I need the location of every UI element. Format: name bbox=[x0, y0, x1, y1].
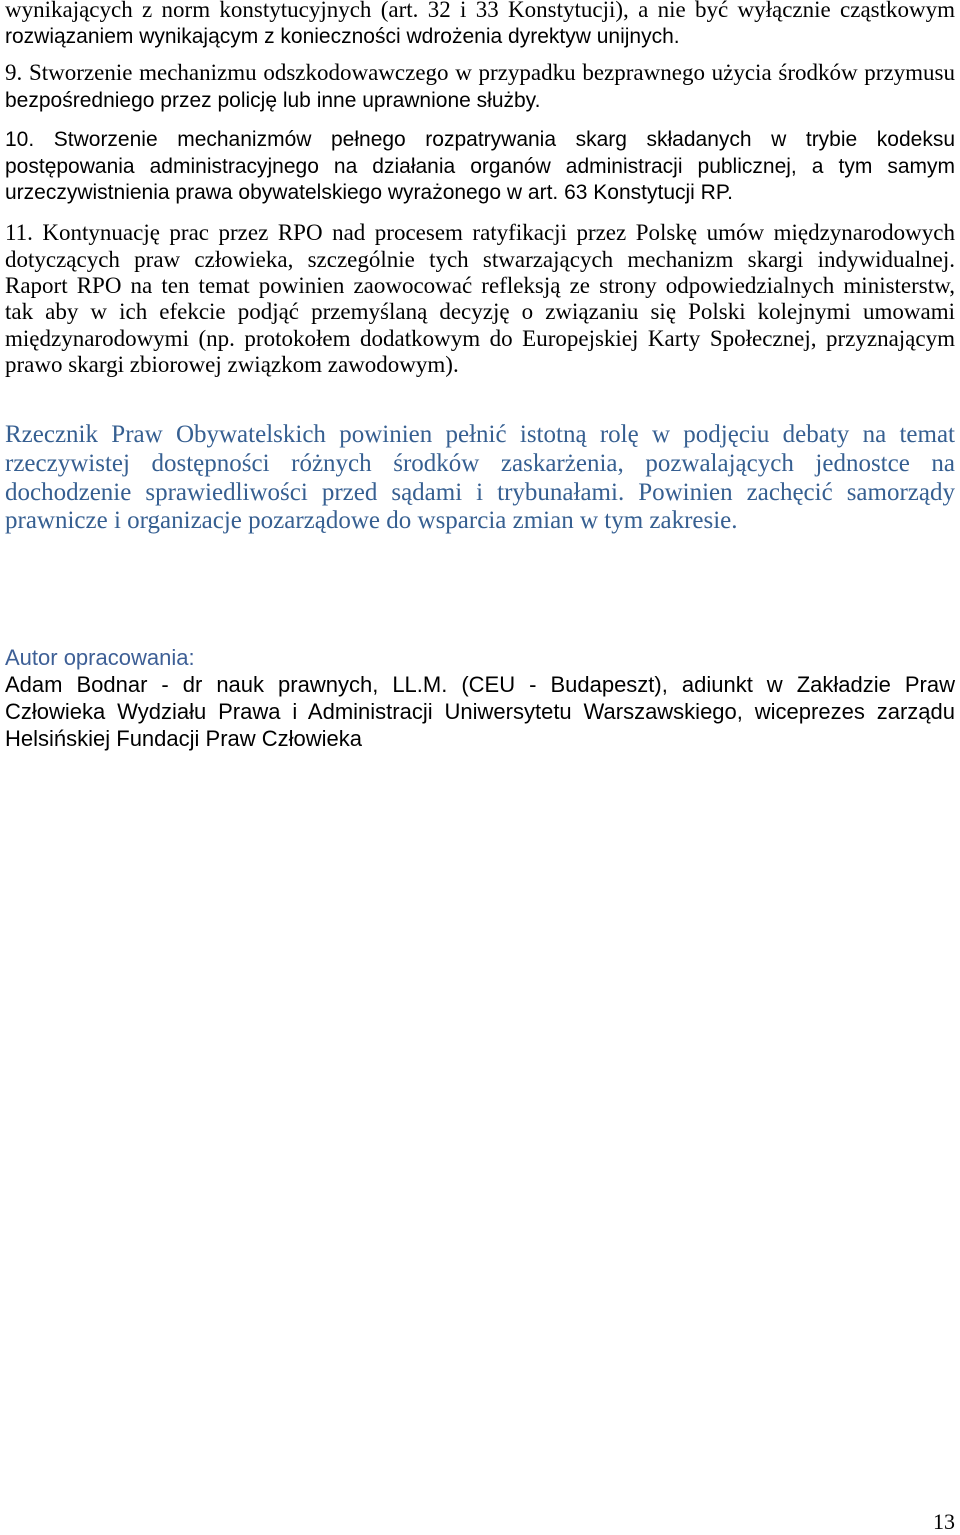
author-line: Człowieka Wydziału Prawa i Administracji Uniwersytetu Warszawskiego, wiceprezes zarządu bbox=[5, 699, 955, 724]
item-10-line: 10. Stworzenie mechanizmów pełnego rozpatrywania skarg składanych w trybie kodeksu bbox=[5, 128, 955, 151]
author-line: Adam Bodnar - dr nauk prawnych, LL.M. (CEU - Budapeszt), adiunkt w Zakładzie Praw bbox=[5, 672, 955, 697]
item-11-line: prawo skargi zbiorowej związkom zawodowym). bbox=[5, 352, 459, 377]
continuation-line: rozwiązaniem wynikającym z konieczności wdrożenia dyrektyw unijnych. bbox=[5, 25, 680, 48]
author-line: Helsińskiej Fundacji Praw Człowieka bbox=[5, 726, 363, 751]
item-11-line: międzynarodowymi (np. protokołem dodatkowym do Europejskiej Karty Społecznej, przyznającym bbox=[5, 326, 955, 351]
author-label: Autor opracowania: bbox=[5, 645, 195, 670]
item-9-line: 9. Stworzenie mechanizmu odszkodowawczego w przypadku bezprawnego użycia środków przymusu bbox=[5, 60, 955, 85]
rpo-role-line: dochodzenie sprawiedliwości przed sądami i trybunałami. Powinien zachęcić samorządy bbox=[5, 479, 955, 506]
item-11-line: dotyczących praw człowieka, szczególnie tych stwarzających mechanizm skargi indywidualnej. bbox=[5, 247, 955, 272]
rpo-role-line: rzeczywistej dostępności różnych środków zaskarżenia, pozwalających jednostce na bbox=[5, 450, 955, 477]
item-11-line: 11. Kontynuację prac przez RPO nad procesem ratyfikacji przez Polskę umów międzynarodowych bbox=[5, 220, 955, 245]
rpo-role-line: Rzecznik Praw Obywatelskich powinien pełnić istotną rolę w podjęciu debaty na temat bbox=[5, 421, 955, 448]
item-10-line: postępowania administracyjnego na działania organów administracji publicznej, a tym samym bbox=[5, 155, 955, 178]
item-10-line: urzeczywistnienia prawa obywatelskiego wyrażonego w art. 63 Konstytucji RP. bbox=[5, 181, 733, 204]
continuation-line: wynikających z norm konstytucyjnych (art. 32 i 33 Konstytucji), a nie być wyłącznie cząstkowym bbox=[5, 0, 955, 22]
rpo-role-line: prawnicze i organizacje pozarządowe do wsparcia zmian w tym zakresie. bbox=[5, 507, 738, 534]
item-9-line: bezpośredniego przez policję lub inne uprawnione służby. bbox=[5, 89, 541, 112]
item-11-line: tak aby w ich efekcie podjąć przemyślaną decyzję o związaniu się Polski kolejnymi umowami bbox=[5, 299, 955, 324]
item-11-line: Raport RPO na ten temat powinien zaowocować refleksją ze strony odpowiedzialnych ministerstw, bbox=[5, 273, 955, 298]
page-number: 13 bbox=[933, 1509, 955, 1534]
